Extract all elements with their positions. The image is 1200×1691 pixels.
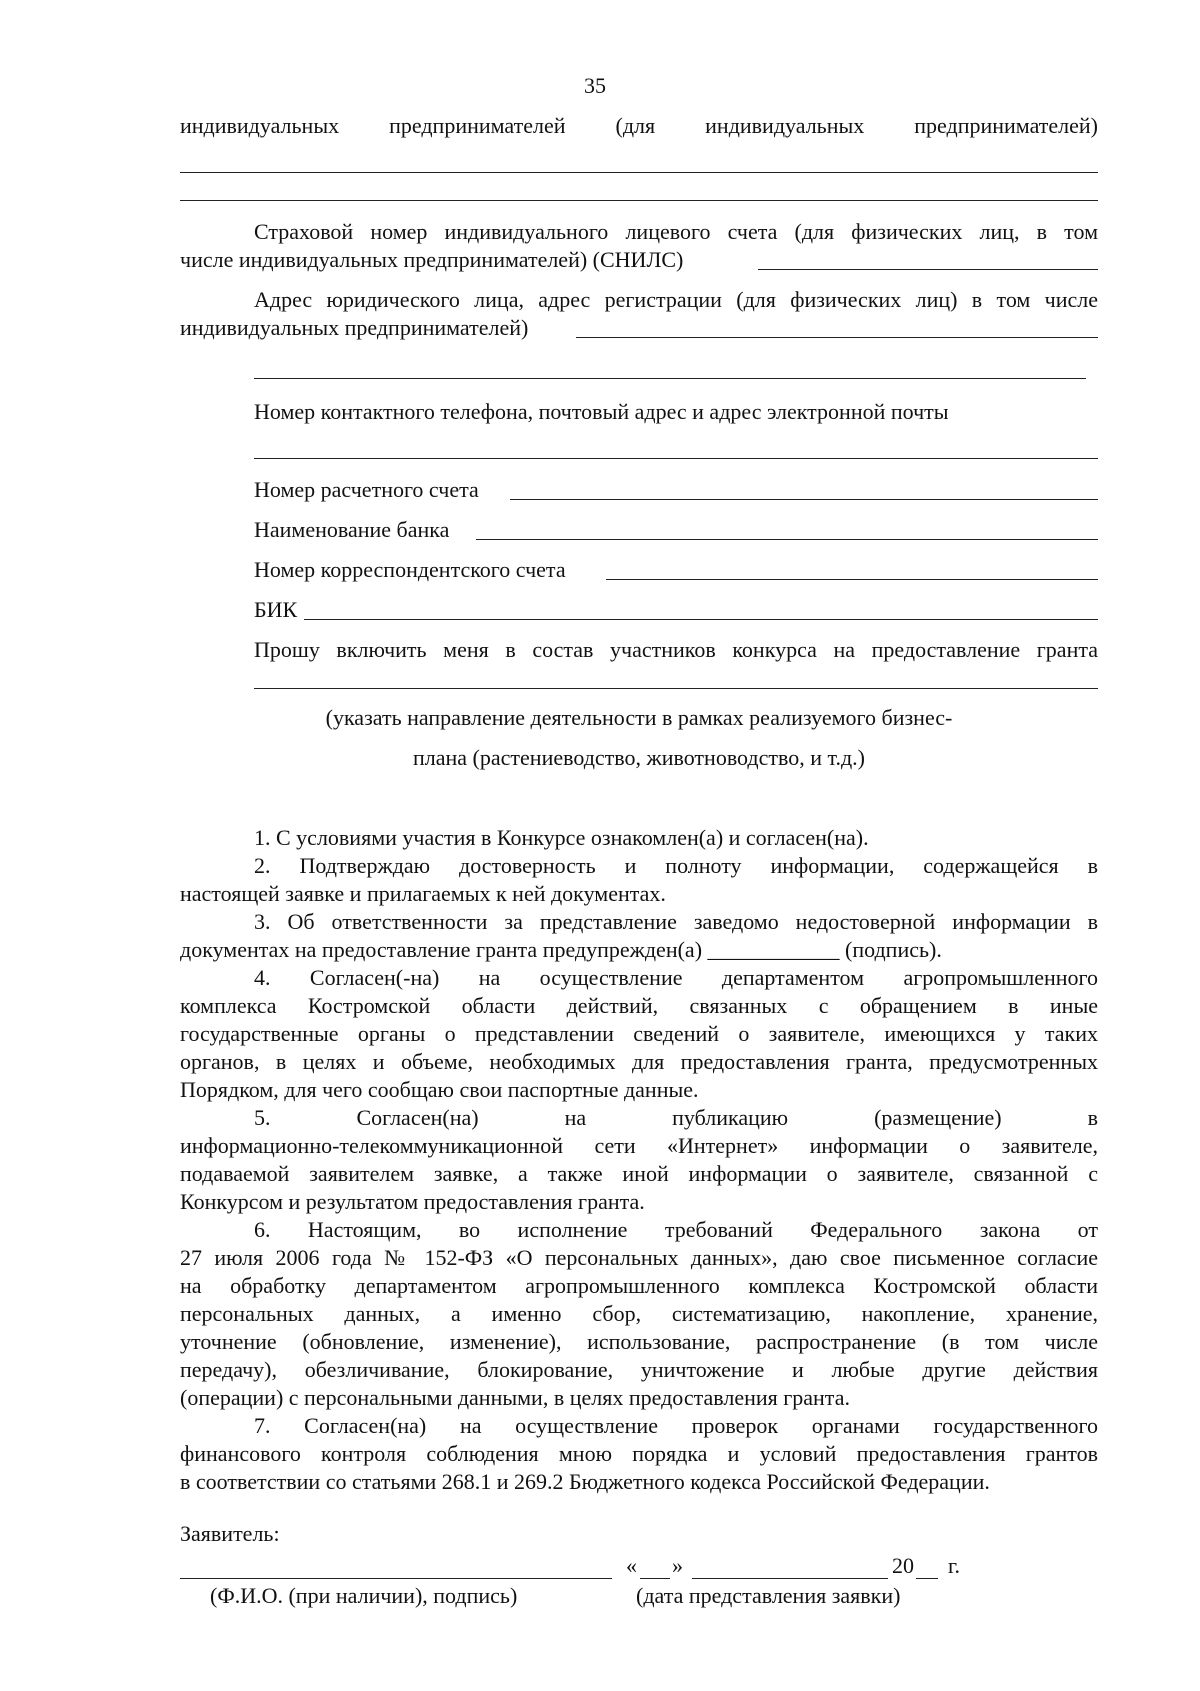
clause-2-line-1: 2. Подтверждаю достоверность и полноту информации, содержащейся в (254, 853, 1098, 878)
snils-field (180, 246, 1098, 274)
fio-caption: (Ф.И.О. (при наличии), подпись) (210, 1583, 518, 1608)
clause-6-line-6: передачу), обезличивание, блокирование, уничтожение и любые другие действия (180, 1357, 1098, 1382)
clause-3-line-1: 3. Об ответственности за представление заведомо недостоверной информации в (254, 909, 1098, 934)
address-field (180, 314, 1098, 342)
date-close-quote: » (672, 1553, 683, 1578)
bik-input-line[interactable] (304, 596, 1098, 624)
clause-4-line-4: органов, в целях и объеме, необходимых для предоставления гранта, предусмотренных (180, 1049, 1098, 1074)
clause-7-line-1: 7. Согласен(на) на осуществление проверок органами государственного (254, 1413, 1098, 1438)
clause-6-line-4: персональных данных, а именно сбор, систематизацию, накопление, хранение, (180, 1301, 1098, 1326)
bank-name-field (254, 516, 1098, 544)
bank-name-label: Наименование банка (254, 517, 450, 542)
account-number-input-line[interactable] (510, 476, 1098, 504)
date-caption: (дата представления заявки) (636, 1583, 901, 1608)
clause-1: 1. С условиями участия в Конкурсе ознакомлен(а) и согласен(на). (254, 825, 869, 850)
direction-hint-line-1: (указать направление деятельности в рамках реализуемого бизнес- (325, 705, 953, 730)
clause-5-line-2: информационно-телекоммуникационной сети «Интернет» информации о заявителе, (180, 1133, 1098, 1158)
fio-signature-line[interactable] (180, 1578, 612, 1579)
blank-line (180, 200, 1098, 201)
address-label: индивидуальных предпринимателей) (180, 315, 529, 340)
header-line: индивидуальных предпринимателей (для индивидуальных предпринимателей) (180, 113, 1098, 138)
corr-account-label: Номер корреспондентского счета (254, 557, 566, 582)
snils-input-line[interactable] (758, 246, 1098, 274)
clause-5-line-3: подаваемой заявителем заявке, а также иной информации о заявителе, связанной с (180, 1161, 1098, 1186)
page-number: 35 (584, 73, 606, 98)
corr-account-field (254, 556, 1098, 584)
blank-line (180, 172, 1098, 173)
clause-6-line-7: (операции) с персональными данными, в целях предоставления гранта. (180, 1385, 850, 1410)
clause-7-line-3: в соответствии со статьями 268.1 и 269.2 Бюджетного кодекса Российской Федерации. (180, 1469, 990, 1494)
clause-4-line-1: 4. Согласен(-на) на осуществление департаментом агропромышленного (254, 965, 1098, 990)
date-month-line[interactable] (692, 1578, 888, 1579)
corr-account-input-line[interactable] (606, 556, 1098, 584)
date-year-suffix: г. (948, 1553, 961, 1578)
contact-input-line[interactable] (254, 458, 1098, 459)
date-year-line[interactable] (916, 1578, 938, 1579)
applicant-label: Заявитель: (180, 1521, 280, 1546)
direction-hint-line-2: плана (растениеводство, животноводство, и т.д.) (413, 745, 865, 770)
clause-6-line-3: на обработку департаментом агропромышленного комплекса Костромской области (180, 1273, 1098, 1298)
account-number-field (254, 476, 1098, 504)
clause-4-line-3: государственные органы о представлении сведений о заявителе, имеющихся у таких (180, 1021, 1098, 1046)
clause-6-line-5: уточнение (обновление, изменение), использование, распространение (в том числе (180, 1329, 1098, 1354)
clause-5-line-1: 5. Согласен(на) на публикацию (размещение) в (254, 1105, 1098, 1130)
date-year-prefix: 20 (892, 1553, 914, 1578)
direction-input-line[interactable] (254, 688, 1098, 689)
clause-2-line-2: настоящей заявке и прилагаемых к ней документах. (180, 881, 666, 906)
clause-4-line-5: Порядком, для чего сообщаю свои паспортные данные. (180, 1077, 699, 1102)
contact-label: Номер контактного телефона, почтовый адрес и адрес электронной почты (254, 399, 949, 424)
request-line: Прошу включить меня в состав участников конкурса на предоставление гранта (254, 637, 1098, 662)
clause-4-line-2: комплекса Костромской области действий, связанных с обращением в иные (180, 993, 1098, 1018)
bik-field (254, 596, 1098, 624)
clause-6-line-1: 6. Настоящим, во исполнение требований Федерального закона от (254, 1217, 1098, 1242)
clause-3-line-2: документах на предоставление гранта предупрежден(а) ____________ (подпись). (180, 937, 942, 962)
date-open-quote: « (626, 1553, 637, 1578)
snils-line-1: Страховой номер индивидуального лицевого счета (для физических лиц, в том (254, 219, 1098, 244)
bik-label: БИК (254, 597, 298, 622)
address-line-1: Адрес юридического лица, адрес регистрации (для физических лиц) в том числе (254, 287, 1098, 312)
date-day-line[interactable] (640, 1578, 670, 1579)
snils-label: числе индивидуальных предпринимателей) (СНИЛС) (180, 247, 684, 272)
bank-name-input-line[interactable] (476, 516, 1098, 544)
clause-6-line-2: 27 июля 2006 года № 152-ФЗ «О персональных данных», даю свое письменное согласие (180, 1245, 1098, 1270)
clause-5-line-4: Конкурсом и результатом предоставления гранта. (180, 1189, 645, 1214)
address-input-line[interactable] (576, 314, 1098, 342)
clause-7-line-2: финансового контроля соблюдения мною порядка и условий предоставления грантов (180, 1441, 1098, 1466)
address-extra-line[interactable] (254, 378, 1086, 379)
account-number-label: Номер расчетного счета (254, 477, 479, 502)
